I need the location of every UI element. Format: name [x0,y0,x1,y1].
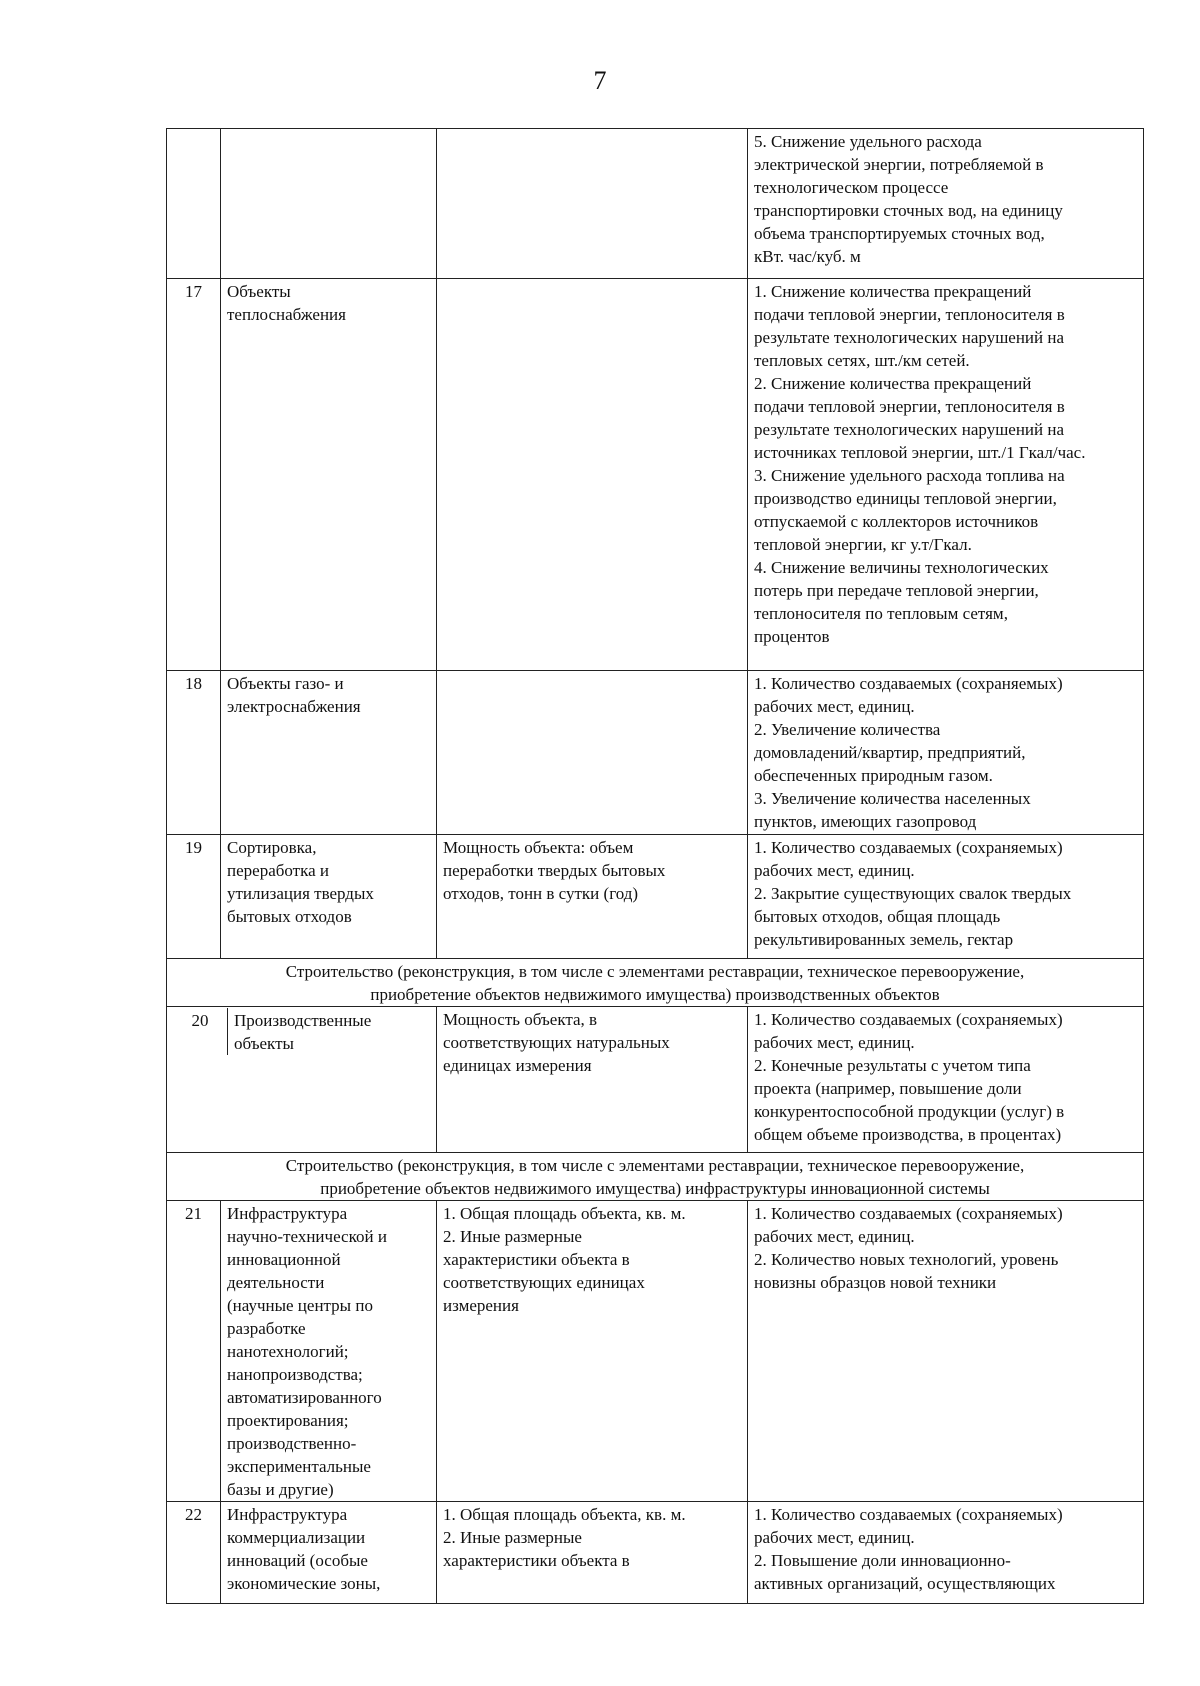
result-line: транспортировки сточных вод, на единицу [754,201,1063,220]
page-number: 7 [593,66,607,95]
result-line: 2. Увеличение количества [754,720,941,739]
result-line: проекта (например, повышение доли [754,1079,1022,1098]
result-line: потерь при передаче тепловой энергии, [754,581,1039,600]
capacity-cell [437,835,748,959]
capacity-line: 2. Иные размерные [443,1528,582,1547]
table-row [167,1502,1144,1604]
capacity-line: соответствующих натуральных [443,1033,670,1052]
results-cell [748,1201,1144,1502]
result-line: 2. Количество новых технологий, уровень [754,1250,1059,1269]
indicators-table [166,128,1144,1604]
section-header [167,1153,1144,1201]
section-header-row [167,1153,1144,1201]
object-cell [221,835,437,959]
object-line: Объекты [227,282,291,301]
object-cell [228,1008,430,1055]
result-line: обеспеченных природным газом. [754,766,993,785]
row-number: 21 [167,1201,221,1502]
result-line: конкурентоспособной продукции (услуг) в [754,1102,1065,1121]
row-number: 17 [167,279,221,671]
object-cell [221,129,437,279]
section-header-line: Строительство (реконструкция, в том числе с элементами реставрации, техническое перевооружение, [285,962,1025,981]
table-row [167,129,1144,279]
result-line: 3. Увеличение количества населенных [754,789,1031,808]
capacity-cell [437,671,748,835]
result-line: рабочих мест, единиц. [754,861,915,880]
object-line: экономические зоны, [227,1574,381,1593]
result-line: объема транспортируемых сточных вод, [754,224,1045,243]
result-line: 1. Количество создаваемых (сохраняемых) [754,1505,1063,1524]
result-line: источниках тепловой энергии, шт./1 Гкал/час. [754,443,1086,462]
object-line: Инфраструктура [227,1505,348,1524]
result-line: теплоносителя по тепловым сетям, [754,604,1008,623]
result-line: пунктов, имеющих газопровод [754,812,977,831]
result-line: активных организаций, осуществляющих [754,1574,1056,1593]
section-header-line: Строительство (реконструкция, в том числе с элементами реставрации, техническое перевооружение, [285,1156,1025,1175]
object-line: электроснабжения [227,697,361,716]
result-line: 2. Снижение количества прекращений [754,374,1032,393]
result-line: 1. Количество создаваемых (сохраняемых) [754,838,1063,857]
object-line: инновационной [227,1250,341,1269]
object-line: проектирования; [227,1411,349,1430]
section-header-line: приобретение объектов недвижимого имущества) инфраструктуры инновационной системы [320,1179,990,1198]
result-line: домовладений/квартир, предприятий, [754,743,1026,762]
capacity-line: соответствующих единицах [443,1273,645,1292]
result-line: подачи тепловой энергии, теплоносителя в [754,305,1065,324]
object-line: коммерциализации [227,1528,366,1547]
result-line: 1. Количество создаваемых (сохраняемых) [754,674,1063,693]
result-line: 2. Закрытие существующих свалок твердых [754,884,1072,903]
object-line: экспериментальные [227,1457,371,1476]
row-number [167,129,221,279]
capacity-line: 1. Общая площадь объекта, кв. м. [443,1204,686,1223]
result-line: производство единицы тепловой энергии, [754,489,1057,508]
capacity-line: Мощность объекта, в [443,1010,598,1029]
table-row [167,1007,1144,1153]
results-cell [748,1007,1144,1153]
object-line: производственно- [227,1434,357,1453]
table-row [167,835,1144,959]
result-line: тепловых сетях, шт./км сетей. [754,351,970,370]
object-line: бытовых отходов [227,907,352,926]
section-header-line: приобретение объектов недвижимого имущества) производственных объектов [370,985,940,1004]
result-line: процентов [754,627,830,646]
object-cell [221,671,437,835]
section-header-row [167,959,1144,1007]
object-line: Инфраструктура [227,1204,348,1223]
result-line: рабочих мест, единиц. [754,1033,915,1052]
capacity-line: измерения [443,1296,519,1315]
result-line: электрической энергии, потребляемой в [754,155,1044,174]
results-cell [748,279,1144,671]
capacity-line: характеристики объекта в [443,1250,630,1269]
capacity-line: переработки твердых бытовых [443,861,666,880]
capacity-cell [437,279,748,671]
object-line: Объекты газо- и [227,674,344,693]
result-line: рабочих мест, единиц. [754,697,915,716]
object-line: Производственные [234,1011,372,1030]
row-20-left-cell [167,1007,437,1153]
capacity-line: Мощность объекта: объем [443,838,634,857]
results-cell [748,129,1144,279]
result-line: 2. Конечные результаты с учетом типа [754,1056,1031,1075]
result-line: бытовых отходов, общая площадь [754,907,1001,926]
capacity-line: 1. Общая площадь объекта, кв. м. [443,1505,686,1524]
results-cell [748,1502,1144,1604]
result-line: новизны образцов новой техники [754,1273,997,1292]
object-line: Сортировка, [227,838,317,857]
object-line: автоматизированного [227,1388,382,1407]
object-line: нанотехнологий; [227,1342,349,1361]
row-number: 20 [173,1008,228,1055]
result-line: 4. Снижение величины технологических [754,558,1049,577]
result-line: отпускаемой с коллекторов источников [754,512,1039,531]
row-number: 19 [167,835,221,959]
result-line: 1. Количество создаваемых (сохраняемых) [754,1204,1063,1223]
object-line: научно-технической и [227,1227,387,1246]
capacity-cell [437,1201,748,1502]
capacity-line: отходов, тонн в сутки (год) [443,884,639,903]
object-line: переработка и [227,861,329,880]
object-line: инноваций (особые [227,1551,368,1570]
object-cell [221,279,437,671]
capacity-line: единицах измерения [443,1056,592,1075]
result-line: 3. Снижение удельного расхода топлива на [754,466,1065,485]
object-line: разработке [227,1319,306,1338]
object-line: утилизация твердых [227,884,374,903]
results-cell [748,835,1144,959]
result-line: рабочих мест, единиц. [754,1227,915,1246]
result-line: общем объеме производства, в процентах) [754,1125,1062,1144]
object-line: нанопроизводства; [227,1365,363,1384]
row-number: 18 [167,671,221,835]
object-line: (научные центры по [227,1296,373,1315]
capacity-cell [437,1502,748,1604]
result-line: 1. Снижение количества прекращений [754,282,1032,301]
result-line: результате технологических нарушений на [754,420,1065,439]
capacity-line: характеристики объекта в [443,1551,630,1570]
object-cell [221,1201,437,1502]
result-line: 5. Снижение удельного расхода [754,132,982,151]
object-line: деятельности [227,1273,325,1292]
row-number: 22 [167,1502,221,1604]
capacity-cell [437,1007,748,1153]
result-line: рекультивированных земель, гектар [754,930,1014,949]
result-line: технологическом процессе [754,178,949,197]
results-cell [748,671,1144,835]
object-cell [221,1502,437,1604]
table-row [167,671,1144,835]
result-line: тепловой энергии, кг у.т/Гкал. [754,535,972,554]
result-line: рабочих мест, единиц. [754,1528,915,1547]
result-line: кВт. час/куб. м [754,247,861,266]
object-line: базы и другие) [227,1480,334,1499]
object-line: теплоснабжения [227,305,346,324]
table-row [167,1201,1144,1502]
object-line: объекты [234,1034,294,1053]
table-row [167,279,1144,671]
result-line: 2. Повышение доли инновационно- [754,1551,1011,1570]
capacity-line: 2. Иные размерные [443,1227,582,1246]
capacity-cell [437,129,748,279]
section-header [167,959,1144,1007]
result-line: 1. Количество создаваемых (сохраняемых) [754,1010,1063,1029]
result-line: результате технологических нарушений на [754,328,1065,347]
result-line: подачи тепловой энергии, теплоносителя в [754,397,1065,416]
